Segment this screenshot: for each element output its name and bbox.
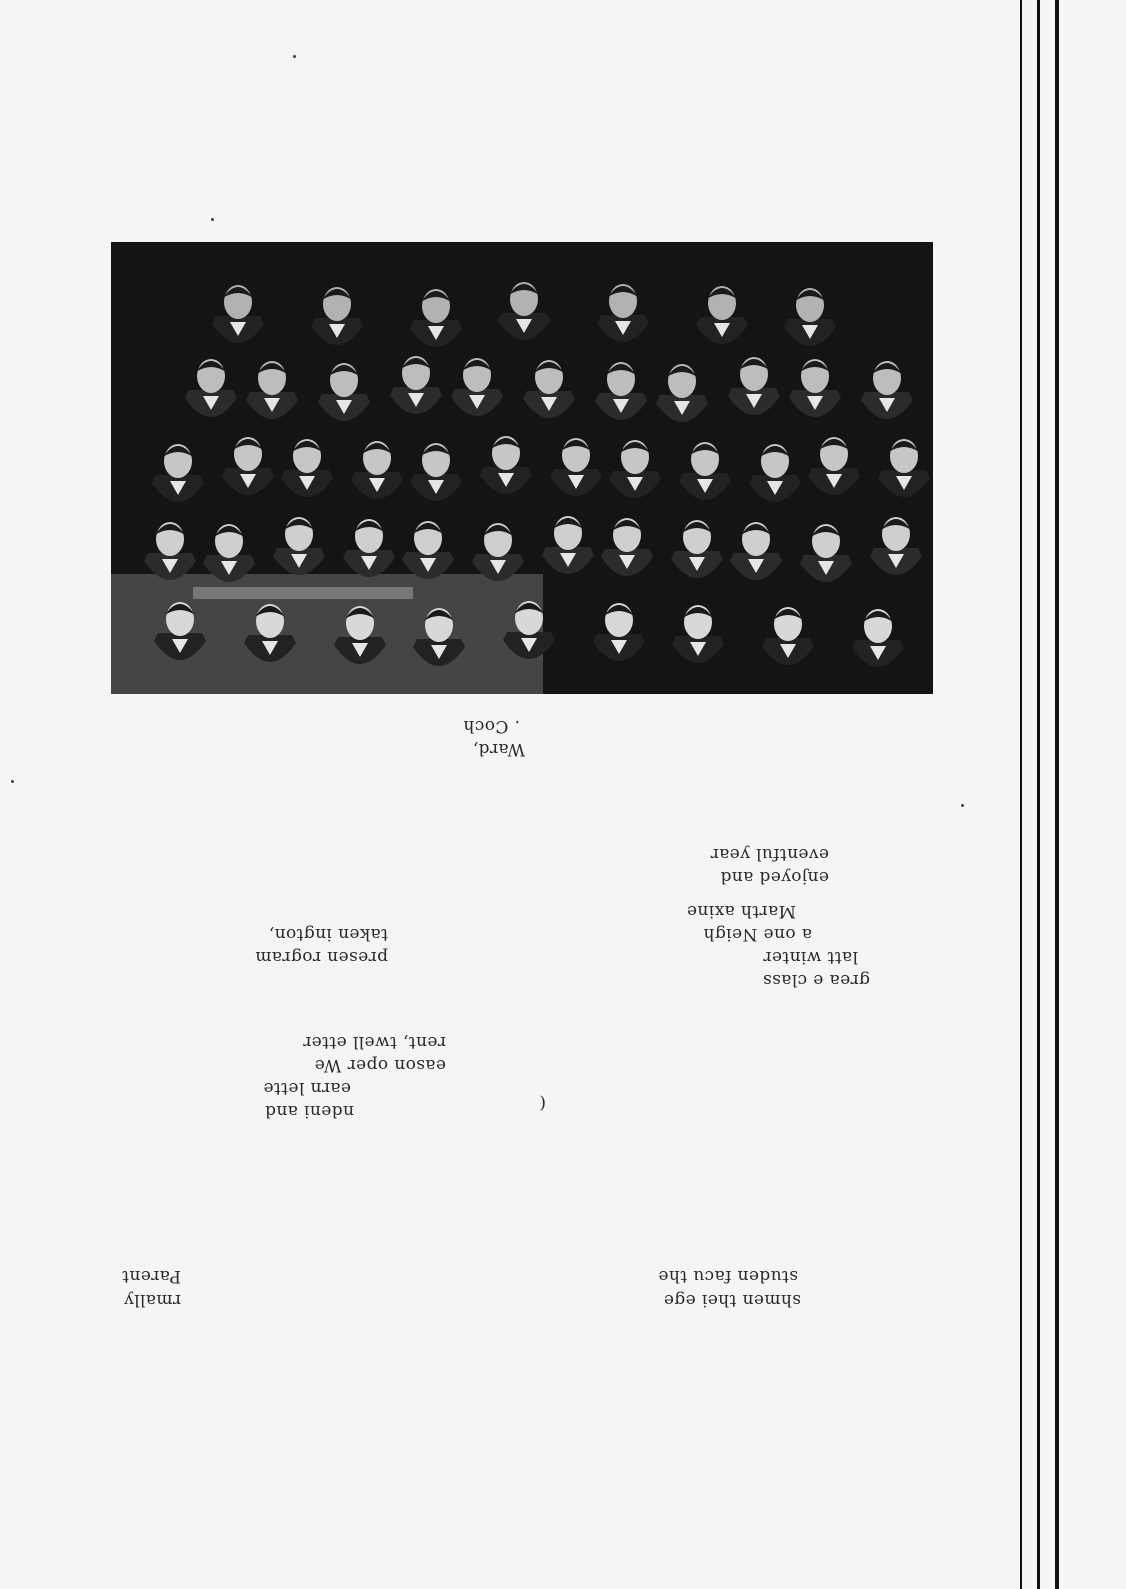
text-fragment: studen facu the <box>658 1266 798 1286</box>
dust-speck <box>11 780 14 783</box>
binding-rule <box>1037 0 1040 1589</box>
text-fragment: rmally <box>123 1290 181 1310</box>
text-fragment: latt winter <box>763 947 858 967</box>
text-fragment: a one Neigh <box>703 924 812 944</box>
text-fragment: rent, twell etter <box>302 1032 446 1052</box>
text-fragment: Parent <box>121 1266 181 1286</box>
text-fragment: presen rogram <box>254 947 388 967</box>
group-photograph <box>111 242 933 694</box>
photo-caption: Ward, <box>472 739 525 759</box>
text-fragment: ( <box>538 1093 546 1113</box>
text-fragment: eason oper We <box>314 1055 446 1075</box>
text-fragment: shmen thei ege <box>663 1290 801 1310</box>
dust-speck <box>293 55 296 58</box>
dust-speck <box>211 218 214 221</box>
dust-speck <box>961 804 964 807</box>
text-fragment: enjoyed and <box>720 867 829 887</box>
text-fragment: eventful year <box>710 844 829 864</box>
text-fragment: taken ington, <box>268 924 388 944</box>
binding-rule <box>1020 0 1022 1589</box>
text-fragment: earn lette <box>263 1078 351 1098</box>
text-fragment: grea e class <box>762 970 870 990</box>
photo-caption: . Coch <box>463 716 520 736</box>
binding-rule <box>1055 0 1059 1589</box>
text-fragment: Marth axine <box>686 901 796 921</box>
text-fragment: ndeni and <box>264 1101 354 1121</box>
